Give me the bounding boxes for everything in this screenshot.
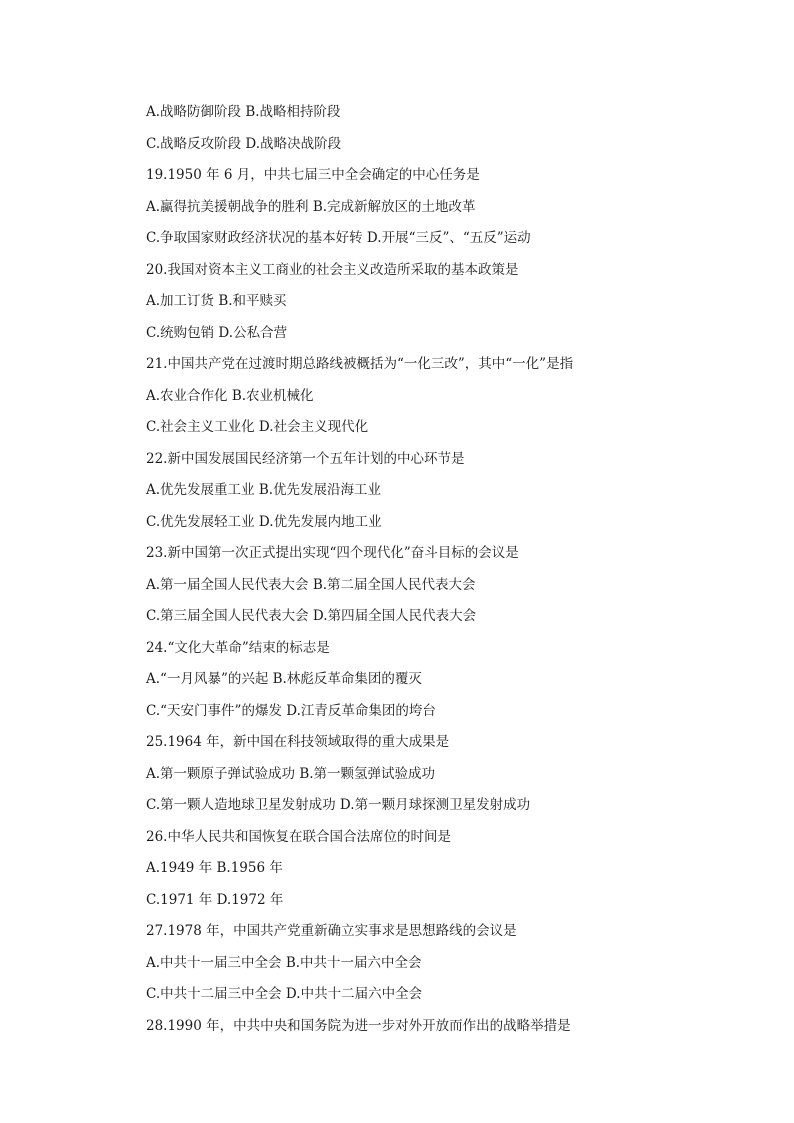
text-line: C.第三届全国人民代表大会 D.第四届全国人民代表大会: [146, 608, 477, 624]
text-line: A.赢得抗美援朝战争的胜利 B.完成新解放区的土地改革: [146, 198, 476, 215]
text-line: A.第一颗原子弹试验成功 B.第一颗氢弹试验成功: [146, 765, 436, 782]
question-stem: 26.中华人民共和国恢复在联合国合法席位的时间是: [146, 828, 451, 845]
text-line: A.加工订货 B.和平赎买: [146, 293, 287, 309]
question-stem: 25.1964 年，新中国在科技领域取得的重大成果是: [146, 734, 450, 750]
text-line: C.1971 年 D.1972 年: [146, 891, 284, 908]
question-stem: 20.我国对资本主义工商业的社会主义改造所采取的基本政策是: [146, 261, 519, 278]
text-line: A.1949 年 B.1956 年: [146, 860, 283, 876]
text-line: C.社会主义工业化 D.社会主义现代化: [146, 419, 369, 435]
text-line: C.“天安门事件”的爆发 D.江青反革命集团的垮台: [146, 702, 436, 719]
text-line: C.中共十二届三中全会 D.中共十二届六中全会: [146, 986, 423, 1002]
question-stem: 24.“文化大革命”结束的标志是: [146, 639, 330, 656]
text-line: A.战略防御阶段 B.战略相持阶段: [146, 104, 341, 120]
text-line: A.农业合作化 B.农业机械化: [146, 387, 314, 404]
text-line: A.中共十一届三中全会 B.中共十一届六中全会: [146, 954, 422, 971]
question-stem: 19.1950 年 6 月，中共七届三中全会确定的中心任务是: [146, 167, 480, 183]
question-text-block: [146, 102, 746, 1047]
text-line: C.第一颗人造地球卫星发射成功 D.第一颗月球探测卫星发射成功: [146, 797, 531, 813]
text-line: C.优先发展轻工业 D.优先发展内地工业: [146, 513, 382, 530]
question-stem: 27.1978 年，中国共产党重新确立实事求是思想路线的会议是: [146, 923, 517, 939]
text-line: C.统购包销 D.公私合营: [146, 324, 288, 341]
question-stem: 22.新中国发展国民经济第一个五年计划的中心环节是: [146, 450, 465, 467]
question-stem: 23.新中国第一次正式提出实现“四个现代化”奋斗目标的会议是: [146, 545, 519, 561]
text-line: A.优先发展重工业 B.优先发展沿海工业: [146, 482, 382, 498]
question-stem: 21.中国共产党在过渡时期总路线被概括为“一化三改”，其中“一化”是指: [146, 356, 574, 372]
question-stem: 28.1990 年，中共中央和国务院为进一步对外开放而作出的战略举措是: [146, 1017, 571, 1034]
text-line: C.争取国家财政经济状况的基本好转 D.开展“三反”、“五反”运动: [146, 230, 531, 246]
text-line: A.“一月风暴”的兴起 B.林彪反革命集团的覆灭: [146, 671, 422, 687]
text-line: A.第一届全国人民代表大会 B.第二届全国人民代表大会: [146, 576, 476, 593]
text-line: C.战略反攻阶段 D.战略决战阶段: [146, 135, 342, 152]
